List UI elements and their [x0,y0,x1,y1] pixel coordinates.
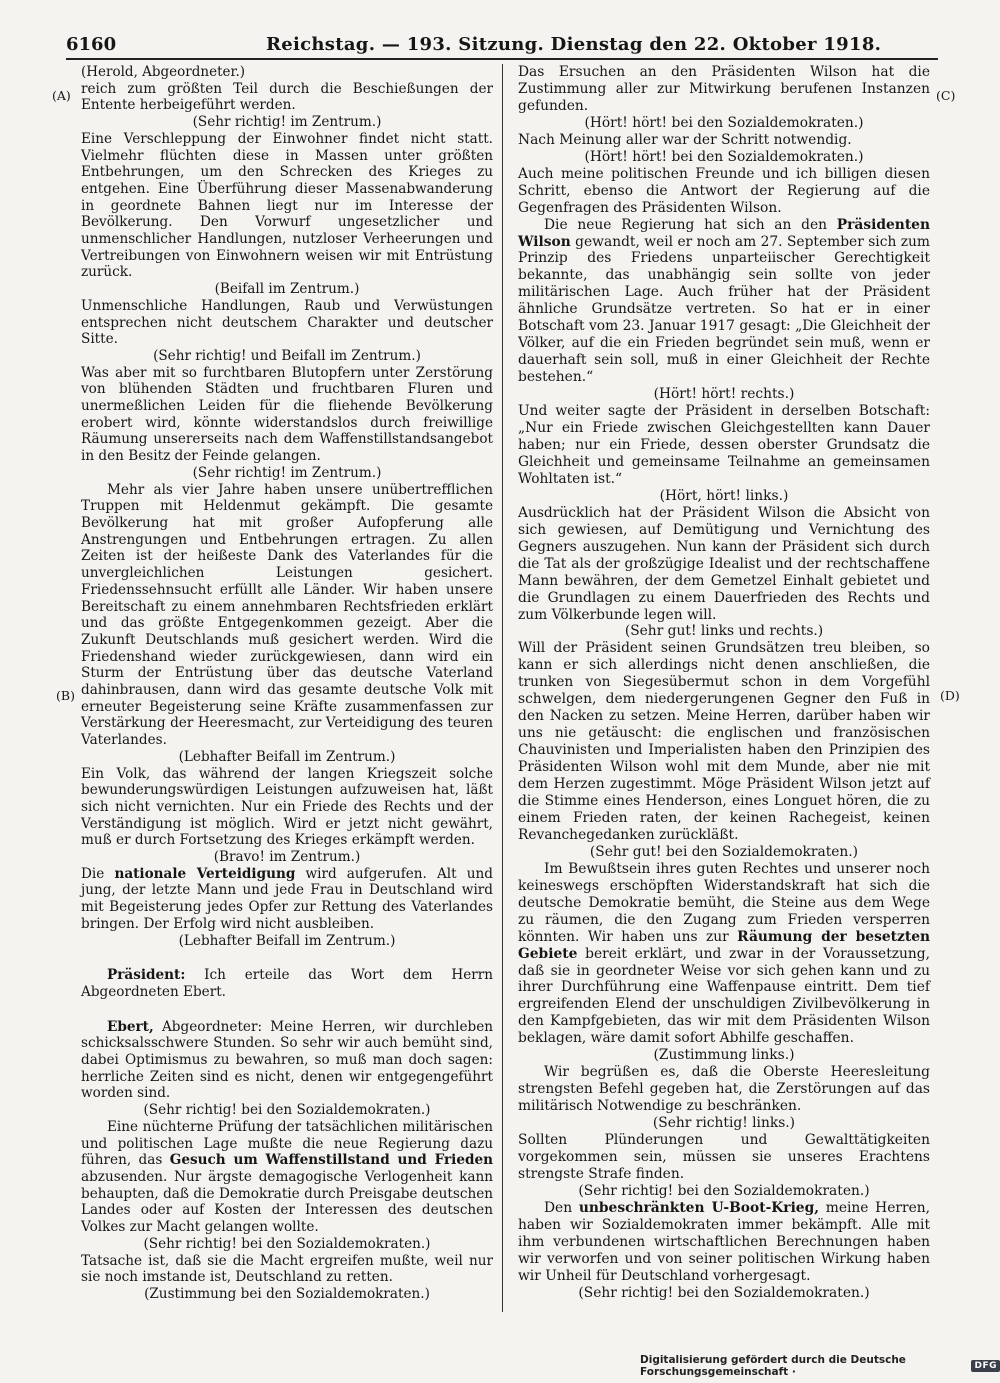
interjection: (Hört! hört! rechts.) [653,386,795,403]
paragraph: Mehr als vier Jahre haben unsere unübertrefflichen Truppen mit Heldenmut gekämpft. Die gesamte Bevölkerung hat mit großer Aufopferung alle Anstrengungen und Entbehrungen ertragen. Zu allen Zeiten ist der heißeste Dank des Vaterlandes für die unvergleichlichen Leistungen gesichert. Friedenssehnsucht erfüllt alle Länder. Wir haben unsere Bereitschaft zu einem annehmbaren Rechtsfrieden erklärt und das größte Entgegenkommen gezeigt. Aber die Zukunft Deutschlands muß gesichert werden. Wird die Friedenshand wieder zurückgewiesen, dann wird ein Sturm der Entrüstung über das deutsche Vaterland dahinbrausen, dann wird das gesamte deutsche Volk mit erneuter Begeisterung seine Kräfte zusammenfassen zur Verstärkung der Heeresmacht, zur Verteidigung des teuren Vaterlandes. [81,481,493,749]
running-title: Reichstag. — 193. Sitzung. Dienstag den 22. Oktober 1918. [266,34,882,55]
interjection: (Sehr gut! links und rechts.) [624,623,824,640]
interjection: (Hört! hört! bei den Sozialdemokraten.) [584,148,864,165]
dfg-logo: DFG [971,1360,1000,1372]
interjection: (Lebhafter Beifall im Zentrum.) [178,748,396,765]
right-column [518,64,930,1302]
interjection: (Sehr richtig! bei den Sozialdemokraten.) [143,1235,431,1252]
paragraph: Will der Präsident seinen Grundsätzen treu bleiben, so kann er sich allerdings nicht denen anschließen, die trunken von Siegesübermut schon in dem Vorgefühl schwelgen, dem niedergerungenen Gegner den Fuß in den Nacken zu setzen. Meine Herren, darüber haben wir uns nie getäuscht: die englischen und französischen Chauvinisten und Imperialisten haben den Prinzipien des Präsidenten Wilson wohl mit dem Munde, aber nie mit dem Herzen zugestimmt. Möge Präsident Wilson jetzt auf die Stimme eines Henderson, eines Longuet hören, die zu einem Frieden raten, der keinen Rachegeist, keinen Revanchegedanken zurückläßt. [518,640,930,843]
speaker-continuation: (Herold, Abgeordneter.) [81,64,246,80]
emphasis: Präsidenten Wilson [518,216,930,250]
margin-marker-d: (D) [940,688,960,703]
paragraph: Unmenschliche Handlungen, Raub und Verwüstungen entsprechen nicht deutschem Charakter und deutscher Sitte. [81,297,493,348]
paragraph [518,861,930,1047]
interjection: (Zustimmung bei den Sozialdemokraten.) [144,1285,430,1302]
interjection: (Sehr richtig! und Beifall im Zentrum.) [153,347,421,364]
text-run: bereit erklärt, und zwar in der Voraussetzung, daß sie in geordneter Weise vor sich gehen kann und zu ihrer Durchführung eine Waffenpause eintritt. Dem tief ergreifenden Elend der unschuldigen Zivilbevölkerung in den Kampfgebieten, das wir mit dem Präsidenten Wilson beklagen, wäre damit sofort Abhilfe geschaffen. [518,945,930,1047]
interjection: (Lebhafter Beifall im Zentrum.) [178,932,396,949]
interjection: (Sehr richtig! bei den Sozialdemokraten.) [578,1284,870,1301]
speaker-name: Ebert, [107,1018,154,1035]
speaker-name: Präsident: [107,967,186,984]
page-number: 6160 [66,34,117,55]
text-run: Den [544,1199,579,1216]
interjection: (Sehr richtig! im Zentrum.) [192,114,382,131]
credit-text: Digitalisierung gefördert durch die Deutsche Forschungsgemeinschaft · [640,1354,906,1378]
paragraph: Und weiter sagte der Präsident in derselben Botschaft: „Nur ein Friede zwischen Gleichgestellten kann Dauer haben; nur ein Friede, dessen oberster Grundsatz die Gleichheit und gemeinsame Teilnahme an gemeinsamen Wohltaten ist.“ [518,403,930,487]
text-run: Ich erteile das Wort dem Herrn Abgeordneten Ebert. [81,967,493,1000]
text-run: Im Bewußtsein ihres guten Rechtes und unserer noch keineswegs erschöpften Widerstandskraft hat sich die deutsche Demokratie bemüht, die Steine aus dem Wege zu räumen, die den Zugang zum Frieden versperren könnten. Wir haben uns zur [518,860,930,945]
interjection: (Beifall im Zentrum.) [214,281,360,298]
margin-marker-a: (A) [52,88,71,103]
text-run: meine Herren, haben wir Sozialdemokraten immer bekämpft. Alle mit ihm verbundenen wirtschaftlichen Berechnungen haben wir verworfen und von seiner politischen Wirkung haben wir Unheil für Deutschland vorhergesagt. [518,1199,931,1284]
paragraph: Tatsache ist, daß sie die Macht ergreifen mußte, weil nur sie noch imstande ist, Deutschland zu retten. [81,1252,493,1286]
paragraph: Eine Verschleppung der Einwohner findet nicht statt. Vielmehr flüchten diese in Massen unter größten Entbehrungen, um den Schrecken des Krieges zu entgehen. Eine Überführung dieser Massenabwanderung in geordnete Bahnen liegt nur im Interesse der Bevölkerung. Den Vorwurf ungesetzlicher und unmenschlicher Handlungen, nutzloser Verheerungen und Vertreibungen von Einwohnern weisen wir mit Entrüstung zurück. [81,130,493,281]
speaker-paragraph [81,1019,493,1103]
paragraph: Ein Volk, das während der langen Kriegszeit solche bewunderungswürdigen Leistungen aufzuweisen hat, läßt sich nicht vernichten. Nur ein Friede des Rechts und der Verständigung ist möglich. Wird er jetzt nicht gewährt, muß er durch Fortsetzung des Krieges erkämpft werden. [81,765,493,849]
text-run: Die [81,865,115,882]
interjection: (Bravo! im Zentrum.) [213,849,361,866]
interjection: (Zustimmung links.) [653,1047,795,1064]
interjection: (Hört! hört! bei den Sozialdemokraten.) [584,114,864,131]
text-run: Abgeordneter: Meine Herren, wir durchleben schicksalsschwere Stunden. So sehr wir auch bemüht sind, dabei Optimismus zu bewahren, so muß man doch sagen: herrliche Zeiten sind es nicht, denen wir entgegengeführt worden sind. [81,1018,493,1102]
emphasis: unbeschränkten U-Boot-Krieg, [578,1199,820,1216]
paragraph: Nach Meinung aller war der Schritt notwendig. [518,131,852,148]
margin-marker-c: (C) [936,88,956,103]
paragraph [518,217,930,387]
page-header [66,32,938,60]
left-column [81,64,493,1303]
interjection: (Sehr richtig! bei den Sozialdemokraten.) [578,1182,870,1199]
interjection: (Hört, hört! links.) [659,487,789,504]
paragraph: Wir begrüßen es, daß die Oberste Heeresleitung strengsten Befehl gegeben hat, die Zerstörungen auf das militärisch Notwendige zu beschränken. [518,1064,930,1115]
paragraph: Sollten Plünderungen und Gewalttätigkeiten vorgekommen sein, müssen sie unseres Erachtens strengste Strafe finden. [518,1132,930,1182]
paragraph: Auch meine politischen Freunde und ich billigen diesen Schritt, ebenso die Antwort der Regierung auf die Gegenfragen des Präsidenten Wilson. [518,165,930,216]
text-run: Eine nüchterne Prüfung der tatsächlichen militärischen und politischen Lage mußte die neue Regierung dazu führen, das [81,1118,493,1169]
text-run: gewandt, weil er noch am 27. September sich zum Prinzip des Friedens unparteiischer Gerechtigkeit bekannte, das unabhängig sein sollte von jeder militärischen Lage. Auch früher hat der Präsident ähnliche Grundsätze vertreten. So hat er in einer Botschaft vom 23. Januar 1917 gesagt: „Die Gleichheit der Völker, auf die ein Frieden begründet sein muß, wenn er dauerhaft sein soll, muß in einer Gleichheit der Rechte bestehen.“ [518,233,930,386]
paragraph [81,866,493,933]
paragraph [81,1119,493,1236]
paragraph: Das Ersuchen an den Präsidenten Wilson hat die Zustimmung aller zur Mitwirkung berufenen Instanzen gefunden. [518,64,930,114]
text-run: Die neue Regierung hat sich an den [544,216,837,233]
column-divider [502,64,503,1312]
interjection: (Sehr richtig! bei den Sozialdemokraten.) [143,1102,431,1119]
emphasis: Räumung der besetzten Gebiete [518,928,931,962]
paragraph: reich zum größten Teil durch die Beschießungen der Entente herbeigeführt werden. [81,80,493,114]
interjection: (Sehr richtig! im Zentrum.) [192,464,382,481]
interjection: (Sehr richtig! links.) [652,1115,796,1132]
paragraph: Ausdrücklich hat der Präsident Wilson die Absicht von sich gewiesen, auf Demütigung und Vernichtung des Gegners auszugehen. Nun kann der Präsident sich durch die Tat als der großzügige Idealist und der rechtschaffene Mann bewähren, der dem Gemetzel Einhalt gebietet und die Grundlagen zu einem Dauerfrieden des Rechts und zum Völkerbunde legen will. [518,504,930,623]
digitization-credit [640,1354,1000,1378]
emphasis: nationale Verteidigung [114,865,296,882]
speaker-paragraph [81,967,493,1000]
paragraph [518,1200,930,1285]
margin-marker-b: (B) [56,688,75,703]
paragraph: Was aber mit so furchtbaren Blutopfern unter Zerstörung von blühenden Städten und fruchtbaren Fluren und unermeßlichen Leiden für die fliehende Bevölkerung erobert wird, könnte widerstandslos durch freiwillige Räumung unsererseits nach dem Waffenstillstandsangebot in den Besitz der Feinde gelangen. [81,364,493,465]
interjection: (Sehr gut! bei den Sozialdemokraten.) [589,843,859,860]
emphasis: Gesuch um Waffenstillstand und Frieden [169,1152,493,1169]
text-run: wird aufgerufen. Alt und jung, der letzte Mann und jede Frau in Deutschland wird mit Begeisterung jedes Opfer zur Rettung des Vaterlandes bringen. Der Erfolg wird nicht ausbleiben. [81,865,493,932]
text-run: abzusenden. Nur ärgste demagogische Verlogenheit kann behaupten, daß die Demokratie durch Preisgabe deutschen Landes oder auf Kosten der Interessen des deutschen Volkes zur Macht gelangen wollte. [81,1169,493,1236]
